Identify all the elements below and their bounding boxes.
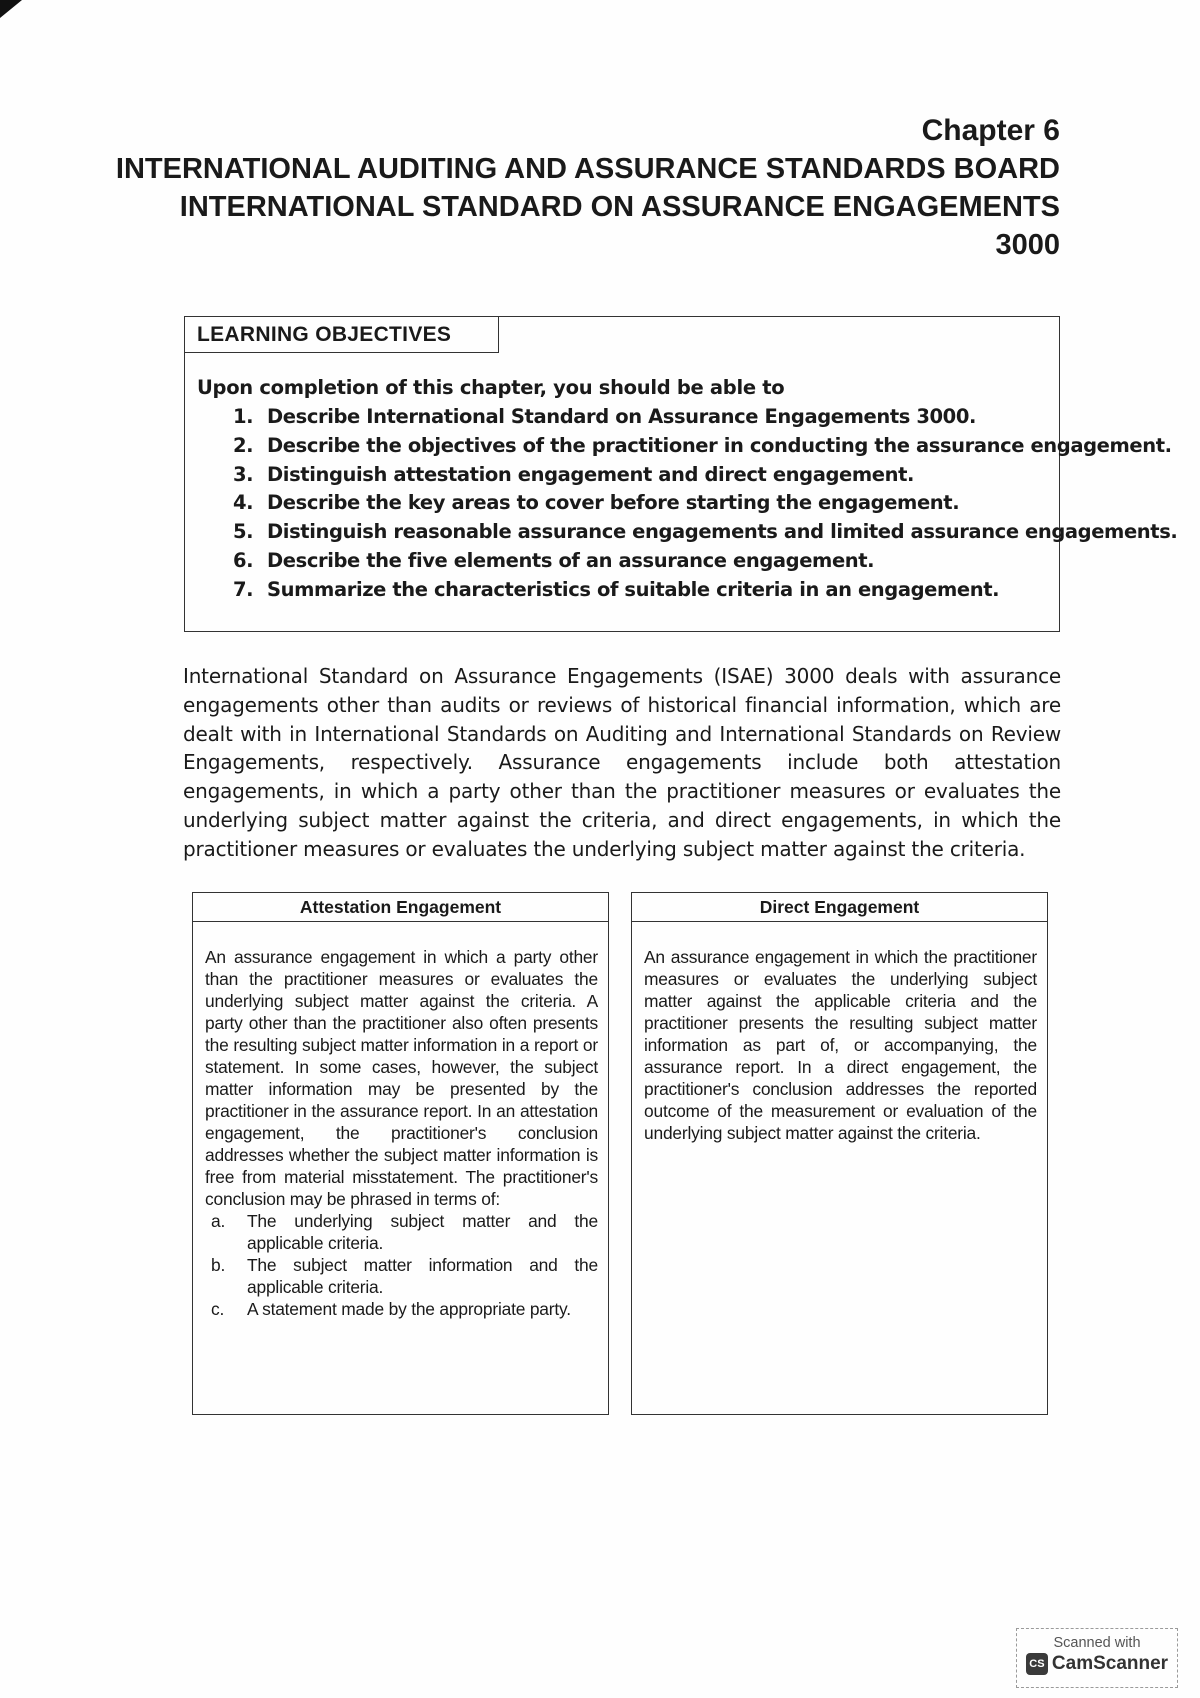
badge-caption: Scanned with <box>1053 1635 1141 1651</box>
objective-item: 2. Describe the objectives of the practitioner in conducting the assurance engagement. <box>233 433 1172 457</box>
learning-objectives-heading: LEARNING OBJECTIVES <box>185 317 499 353</box>
attestation-engagement-body <box>193 946 608 1320</box>
title-line-2: INTERNATIONAL STANDARD ON ASSURANCE ENGAGEMENTS <box>179 191 1060 223</box>
attestation-engagement-heading: Attestation Engagement <box>193 893 608 922</box>
isae-intro-paragraph: International Standard on Assurance Engagements (ISAE) 3000 deals with assurance engagements other than audits or reviews of historical financial information, which are dealt with in International Standards on Auditing and International Standards on Review Engagements, respectively. Assurance engagements include both attestation engagements, in which a party other than the practitioner measures or evaluates the underlying subject matter against the criteria, and direct engagements, in which the practitioner measures or evaluates the underlying subject matter against the criteria. <box>183 664 1061 861</box>
learning-objectives-intro: Upon completion of this chapter, you should be able to <box>197 376 785 399</box>
corner-fold-mark <box>0 0 22 18</box>
objective-item: 6. Describe the five elements of an assurance engagement. <box>233 548 875 572</box>
list-item: b. The subject matter information and the applicable criteria. <box>211 1255 598 1297</box>
direct-engagement-box <box>631 892 1048 1415</box>
badge-brand-name: CamScanner <box>1051 1653 1169 1675</box>
list-item: c. A statement made by the appropriate party. <box>211 1299 571 1319</box>
attestation-engagement-box <box>192 892 609 1415</box>
objective-item: 3. Distinguish attestation engagement and direct engagement. <box>233 462 915 486</box>
title-line-1: INTERNATIONAL AUDITING AND ASSURANCE STANDARDS BOARD <box>115 153 1060 185</box>
chapter-title-block <box>116 112 1060 264</box>
camscanner-badge <box>1016 1628 1178 1688</box>
objective-item: 5. Distinguish reasonable assurance engagements and limited assurance engagements. <box>233 520 1178 544</box>
objective-item: 7. Summarize the characteristics of suitable criteria in an engagement. <box>233 577 1000 601</box>
objective-item: 1. Describe International Standard on Assurance Engagements 3000. <box>233 405 977 428</box>
badge-brand <box>1017 1653 1177 1675</box>
title-line-3: 3000 <box>995 229 1060 261</box>
learning-objectives-box <box>184 316 1178 632</box>
direct-definition: An assurance engagement in which the practitioner measures or evaluates the underlying subject matter against the applicable criteria and the practitioner presents the resulting subject matter information as part of, or accompanying, the assurance report. In a direct engagement, the practitioner's conclusion addresses the reported outcome of the measurement or evaluation of the underlying subject matter against the criteria. <box>644 947 1037 1143</box>
list-item: a. The underlying subject matter and the applicable criteria. <box>211 1211 598 1253</box>
attestation-definition: An assurance engagement in which a party other than the practitioner measures or evaluates the underlying subject matter against the criteria. A party other than the practitioner also often presents the resulting subject matter information in a report or statement. In some cases, however, the subject matter information may be presented by the practitioner in the assurance report. In an attestation engagement, the practitioner's conclusion addresses whether the subject matter information is free from material misstatement. The practitioner's conclusion may be phrased in terms of: <box>205 947 598 1209</box>
attestation-conclusion-list <box>205 1210 598 1320</box>
direct-engagement-heading: Direct Engagement <box>632 893 1047 922</box>
direct-engagement-body <box>632 946 1047 1144</box>
objective-item: 4. Describe the key areas to cover before starting the engagement. <box>233 491 960 515</box>
learning-objectives-list <box>233 403 1177 605</box>
chapter-number: Chapter 6 <box>921 114 1060 147</box>
camscanner-logo-icon: CS <box>1026 1653 1048 1675</box>
